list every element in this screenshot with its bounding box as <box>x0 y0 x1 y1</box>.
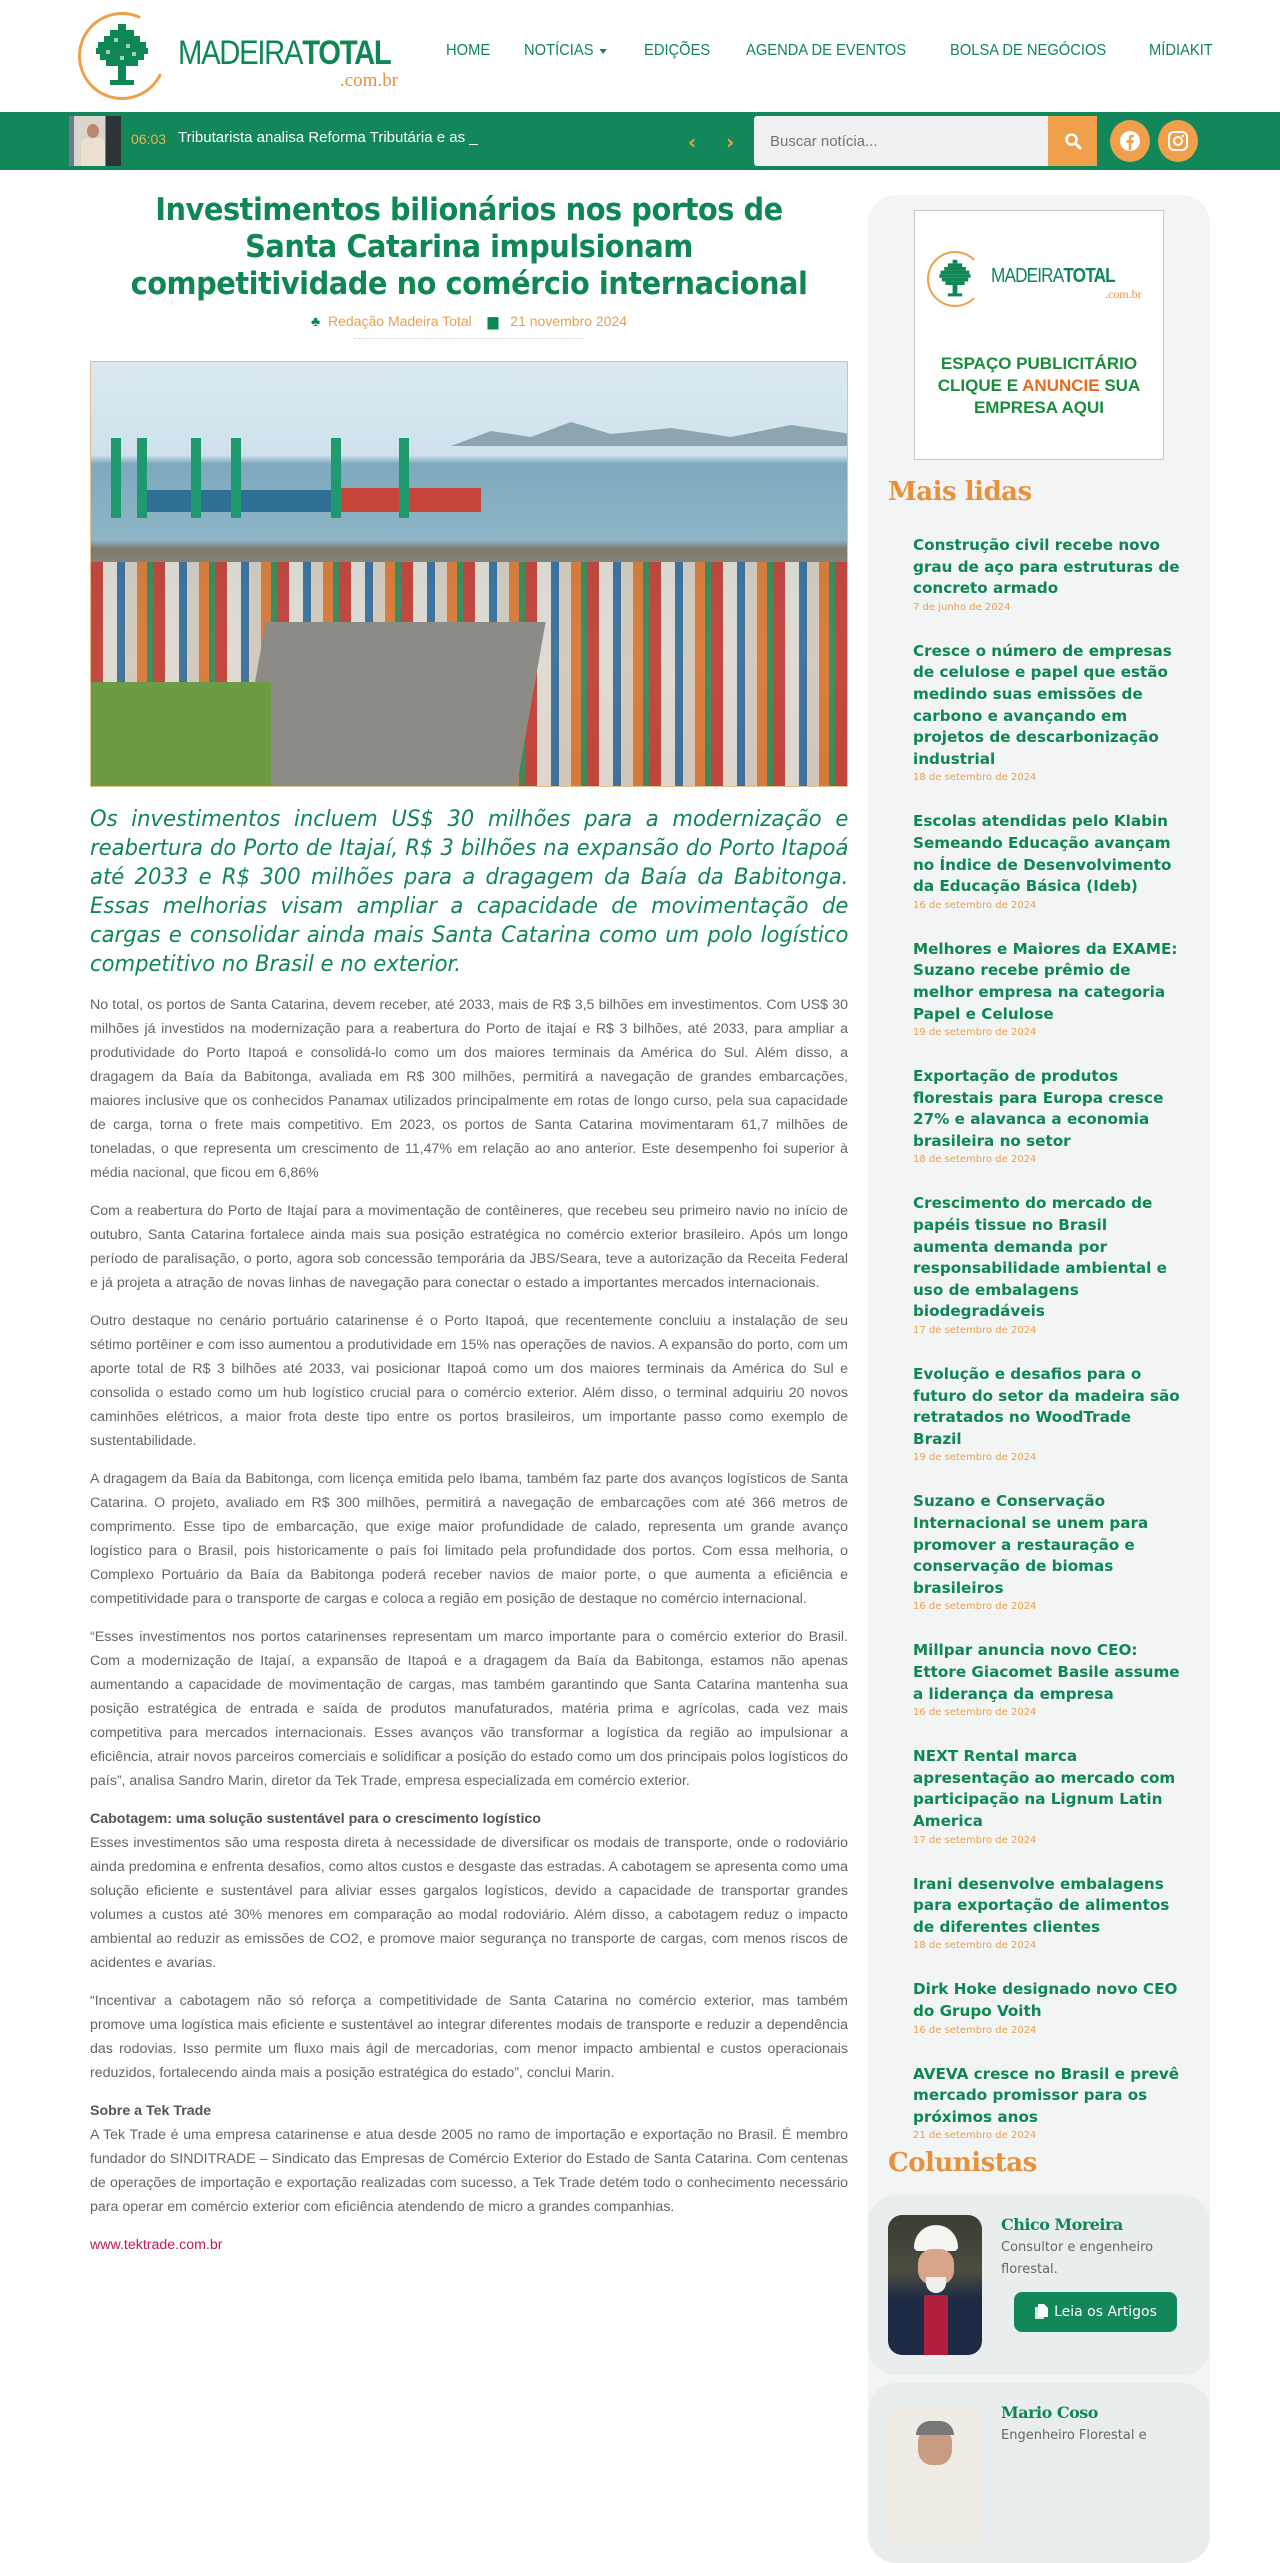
ad-copy <box>915 353 1163 419</box>
article-author[interactable]: Redação Madeira Total <box>328 313 472 329</box>
most-read-date: 17 de setembro de 2024 <box>913 1834 1037 1846</box>
most-read-date: 7 de junho de 2024 <box>913 601 1011 613</box>
most-read-link[interactable]: Millpar anuncia novo CEO: Ettore Giacomet Basile assume a liderança da empresa <box>913 1641 1180 1703</box>
facebook-button[interactable] <box>1110 120 1150 162</box>
read-articles-label: Leia os Artigos <box>1054 2304 1157 2320</box>
ad-line: ESPAÇO PUBLICITÁRIO <box>940 354 1138 373</box>
columnist-photo <box>888 2215 982 2355</box>
most-read-item <box>913 2064 1183 2142</box>
ticker-headline[interactable]: Tributarista analisa Reforma Tributária e as _ <box>178 129 478 146</box>
news-ticker <box>0 112 1280 170</box>
most-read-date: 18 de setembro de 2024 <box>913 1940 1037 1952</box>
main-nav <box>446 42 1249 60</box>
site-header <box>0 0 1280 112</box>
ad-domain: .com.br <box>1105 287 1142 301</box>
article-lead: Os investimentos incluem US$ 30 milhões para a modernização e reabertura do Porto de Itajaí, R$ 3 bilhões na expansão do Porto Itapoá até 2033 e R$ 300 milhões para a dragagem da Baía da Babitonga. Essas melhorias visam ampliar a capacidade de movimentação de cargas e consolidar ainda mais Santa Catarina como um polo logístico competitivo no Brasil e no exterior. <box>90 807 849 977</box>
most-read-item <box>913 811 1183 910</box>
section-text: Esses investimentos são uma resposta direta à necessidade de diversificar os modais de transporte, onde o rodoviário ainda predomina e enfrenta desafios, como altos custos e desgaste das estradas. A cabotagem se apresenta como uma solução eficiente e sustentável para aliviar esses gargalos logísticos, devido a capacidade de transportar grandes volumes a custos até 30% menores em comparação ao modal rodoviário. Além disso, a cabotagem reduz o impacto ambiental ao reduzir as emissões de CO2, e promove maior segurança no transporte de cargas, com menos riscos de acidentes e avarias. <box>90 1835 848 1971</box>
paragraph: A dragagem da Baía da Babitonga, com licença emitida pelo Ibama, também faz parte dos avanços logísticos de Santa Catarina. O projeto, avaliado em R$ 300 milhões, permitirá a navegação de embarcações com até 366 metros de comprimento. Esse tipo de embarcação, que exige maior profundidade de calado, representa um grande avanço logístico para o Brasil, pois historicamente o país foi limitado pela profundidade dos portos. Com essa melhoria, o Complexo Portuário da Baía da Babitonga poderá receber navios de maior porte, o que aumenta a eficiência e competitividade para o transporte de cargas e coloca a região em posição de destaque no comércio internacional. <box>90 1471 848 1607</box>
section-text: A Tek Trade é uma empresa catarinense e atua desde 2005 no ramo de importação e exportação no Brasil. É membro fundador do SINDITRADE – Sindicato das Empresas de Comércio Exterior do Estado de Santa Catarina. Com centenas de operações de importação e exportação realizadas com sucesso, a Tek Trade detém todo o conhecimento necessário para operar em comércio exterior com eficiência atendendo de micro a grandes companhias. <box>90 2127 848 2215</box>
article-date: 21 novembro 2024 <box>510 313 628 329</box>
most-read-item <box>913 1640 1183 1718</box>
ticker-thumbnail[interactable] <box>69 116 121 166</box>
logo-domain: .com.br <box>340 70 399 91</box>
paragraph: Outro destaque no cenário portuário catarinense é o Porto Itapoá, que recentemente concluiu a instalação de seu sétimo portêiner e com isso aumentou a produtividade em 15% nas operações de navios. A expansão do porto, com um aporte total de R$ 3 bilhões até 2033, vai posicionar Itapoá como um dos maiores terminais da América do Sul e consolida o estado como um hub logístico crucial para o comércio exterior. Além disso, o terminal adquiriu 20 novos caminhões elétricos, a maior frota deste tipo entre os portos brasileiros, um importante passo como exemplo de sustentabilidade. <box>90 1313 848 1449</box>
tree-icon <box>937 257 973 301</box>
most-read-item <box>913 1979 1183 2035</box>
columnist-photo <box>888 2403 982 2543</box>
search-button[interactable] <box>1048 116 1097 166</box>
site-logo[interactable] <box>78 12 408 100</box>
instagram-button[interactable] <box>1158 120 1198 162</box>
search-input[interactable] <box>754 116 1048 166</box>
nav-midiakit[interactable]: MÍDIAKIT <box>1149 42 1214 59</box>
most-read-item <box>913 939 1183 1038</box>
columnist-name[interactable]: Chico Moreira <box>1001 2215 1123 2234</box>
most-read-date: 16 de setembro de 2024 <box>913 899 1037 911</box>
ad-line: EMPRESA AQUI <box>973 398 1105 417</box>
most-read-list <box>913 535 1183 2169</box>
article-title: Investimentos bilionários nos portos de Santa Catarina impulsionam competitividade no comércio internacional <box>130 192 808 302</box>
nav-noticias[interactable] <box>524 42 606 60</box>
most-read-link[interactable]: Crescimento do mercado de papéis tissue no Brasil aumenta demanda por responsabilidade ambiental e uso de embalagens biodegradáveis <box>913 1194 1167 1321</box>
most-read-date: 16 de setembro de 2024 <box>913 1601 1037 1613</box>
nav-agenda-de-eventos[interactable]: AGENDA DE EVENTOS <box>745 42 906 59</box>
most-read-link[interactable]: Irani desenvolve embalagens para exportação de alimentos de diferentes clientes <box>913 1874 1170 1936</box>
article-body <box>90 993 848 2257</box>
section-heading: Cabotagem: uma solução sustentável para o crescimento logístico <box>90 1811 541 1827</box>
read-articles-button[interactable] <box>1014 2292 1177 2332</box>
most-read-item <box>913 1874 1183 1952</box>
most-read-item <box>913 1364 1183 1463</box>
most-read-date: 21 de setembro de 2024 <box>913 2130 1037 2142</box>
nav-edicoes[interactable]: EDIÇÕES <box>643 42 710 59</box>
most-read-date: 18 de setembro de 2024 <box>913 772 1037 784</box>
instagram-icon <box>1167 130 1189 152</box>
most-read-item <box>913 535 1183 613</box>
most-read-title: Mais lidas <box>888 477 1032 507</box>
tree-icon: ♣ <box>310 313 321 329</box>
columnist-description: Consultor e engenheiro florestal. <box>1001 2240 1154 2277</box>
most-read-item <box>913 641 1183 784</box>
nav-bolsa-de-negocios[interactable]: BOLSA DE NEGÓCIOS <box>949 42 1106 59</box>
logo-wordmark: MADEIRATOTAL <box>178 34 391 72</box>
most-read-item <box>913 1193 1183 1336</box>
most-read-link[interactable]: AVEVA cresce no Brasil e prevê mercado promissor para os próximos anos <box>913 2064 1180 2126</box>
columnists-title: Colunistas <box>888 2148 1037 2178</box>
columnist-description: Engenheiro Florestal e <box>1001 2428 1147 2443</box>
chevron-right-icon[interactable]: › <box>726 130 735 154</box>
ad-line: CLIQUE E ANUNCIE SUA <box>937 376 1141 395</box>
article-meta <box>90 313 848 330</box>
tree-icon <box>92 22 152 90</box>
most-read-link[interactable]: Melhores e Maiores da EXAME: Suzano recebe prêmio de melhor empresa na categoria Papel e Celulose <box>913 939 1178 1023</box>
most-read-item <box>913 1746 1183 1845</box>
most-read-item <box>913 1066 1183 1165</box>
most-read-link[interactable]: Construção civil recebe novo grau de aço para estruturas de concreto armado <box>913 536 1180 598</box>
most-read-date: 16 de setembro de 2024 <box>913 1707 1037 1719</box>
sidebar <box>868 195 1210 2455</box>
most-read-link[interactable]: Dirk Hoke designado novo CEO do Grupo Voith <box>913 1980 1178 2020</box>
most-read-date: 18 de setembro de 2024 <box>913 1154 1037 1166</box>
facebook-icon <box>1119 130 1141 152</box>
paragraph: “Incentivar a cabotagem não só reforça a competitividade de Santa Catarina no comércio exterior, mas também promove uma logística mais eficiente e sustentável ao integrar diferentes modais de transporte e reduzir a dependência das rodovias. Isso permite um fluxo mais ágil de mercadorias, com menor impacto ambiental e custos operacionais reduzidos, fortalecendo ainda mais a posição estratégica do estado”, conclui Marin. <box>90 1993 848 2081</box>
columnist-card <box>868 2195 1210 2375</box>
paragraph: Com a reabertura do Porto de Itajaí para a movimentação de contêineres, que recebeu seu primeiro navio no início de outubro, Santa Catarina fortalece ainda mais sua posição estratégica no comércio exterior brasileiro. Após um longo período de paralisação, o porto, agora sob concessão temporária da JBS/Seara, teve a autorização da Receita Federal e já projeta a atração de novas linhas de navegação para conectar o estado a importantes mercados internacionais. <box>90 1203 848 1291</box>
most-read-date: 19 de setembro de 2024 <box>913 1452 1037 1464</box>
ad-banner[interactable] <box>914 210 1164 460</box>
section-about <box>90 2099 848 2219</box>
documents-icon <box>1034 2304 1048 2320</box>
article-hero-image <box>90 361 848 787</box>
most-read-date: 16 de setembro de 2024 <box>913 2024 1037 2036</box>
chevron-left-icon[interactable]: ‹ <box>688 130 697 154</box>
ad-wordmark: MADEIRATOTAL <box>991 265 1115 287</box>
most-read-item <box>913 1491 1183 1612</box>
ticker-time: 06:03 <box>131 131 167 147</box>
columnist-card <box>868 2383 1210 2563</box>
columnist-name[interactable]: Mario Coso <box>1001 2403 1098 2422</box>
divider <box>354 338 584 339</box>
calendar-icon: ▆ <box>487 313 499 329</box>
tektrade-link[interactable]: www.tektrade.com.br <box>90 2237 223 2253</box>
paragraph: No total, os portos de Santa Catarina, devem receber, até 2033, mais de R$ 3,5 bilhões em investimentos. Com US$ 30 milhões já investidos na modernização para a reabertura do Porto de itajaí e R$ 3 bilhões, até 2033, para ampliar a produtividade do Porto Itapoá e consolidá-lo como um dos maiores terminais da América do Sul. Além disso, a dragagem da Baía da Babitonga, avaliada em R$ 300 milhões, permitirá a navegação de grandes embarcações, maiores inclusive que os conhecidos Panamax utilizados principalmente em rotas de longo curso, pela sua capacidade de carga, torna o frete mais competitivo. Em 2023, os portos de Santa Catarina movimentaram 61,7 milhões de toneladas, o que representa um crescimento de 11,47% em relação ao ano anterior. Este desempenho foi superior à média nacional, que ficou em 6,86% <box>90 997 848 1181</box>
section-heading: Sobre a Tek Trade <box>90 2103 212 2119</box>
most-read-link[interactable]: Evolução e desafios para o futuro do setor da madeira são retratados no WoodTrade Brazil <box>913 1365 1180 1448</box>
section-cabotagem <box>90 1807 848 1975</box>
most-read-link[interactable]: Suzano e Conservação Internacional se unem para promover a restauração e conservação de biomas brasileiros <box>913 1492 1149 1597</box>
ad-logo <box>927 251 1157 311</box>
most-read-link[interactable]: NEXT Rental marca apresentação ao mercado com participação na Lignum Latin America <box>913 1747 1176 1830</box>
most-read-link[interactable]: Escolas atendidas pelo Klabin Semeando Educação avançam no Índice de Desenvolvimento da Educação Básica (Ideb) <box>913 812 1172 896</box>
most-read-link[interactable]: Cresce o número de empresas de celulose e papel que estão medindo suas emissões de carbono e avançando em projetos de descarbonização industrial <box>913 641 1172 768</box>
nav-home[interactable]: HOME <box>446 42 491 59</box>
nav-noticias-label: NOTÍCIAS <box>524 42 594 59</box>
most-read-link[interactable]: Exportação de produtos florestais para Europa cresce 27% e alavanca a economia brasileira no setor <box>913 1067 1164 1150</box>
caret-down-icon <box>599 49 606 54</box>
paragraph: “Esses investimentos nos portos catarinenses representam um marco importante para o comércio exterior do Brasil. Com a modernização de Itajaí, a expansão de Itapoá e a dragagem da Baía da Babitonga, estamos não apenas aumentando a capacidade de movimentação de cargas, mas também garantindo que Santa Catarina mantenha sua posição estratégica de entrada e saída de produtos manufaturados, matéria prima e agrícolas, cada vez mais competitiva para mercados internacionais. Esses avanços vão transformar a logística da região ao impulsionar a eficiência, atrair novos parceiros comerciais e solidificar a posição do estado como um dos principais polos logísticos do país”, analisa Sandro Marin, diretor da Tek Trade, empresa especializada em comércio exterior. <box>90 1629 848 1789</box>
most-read-date: 19 de setembro de 2024 <box>913 1027 1037 1039</box>
search-icon <box>1064 132 1082 150</box>
most-read-date: 17 de setembro de 2024 <box>913 1325 1037 1337</box>
article <box>90 170 848 2257</box>
